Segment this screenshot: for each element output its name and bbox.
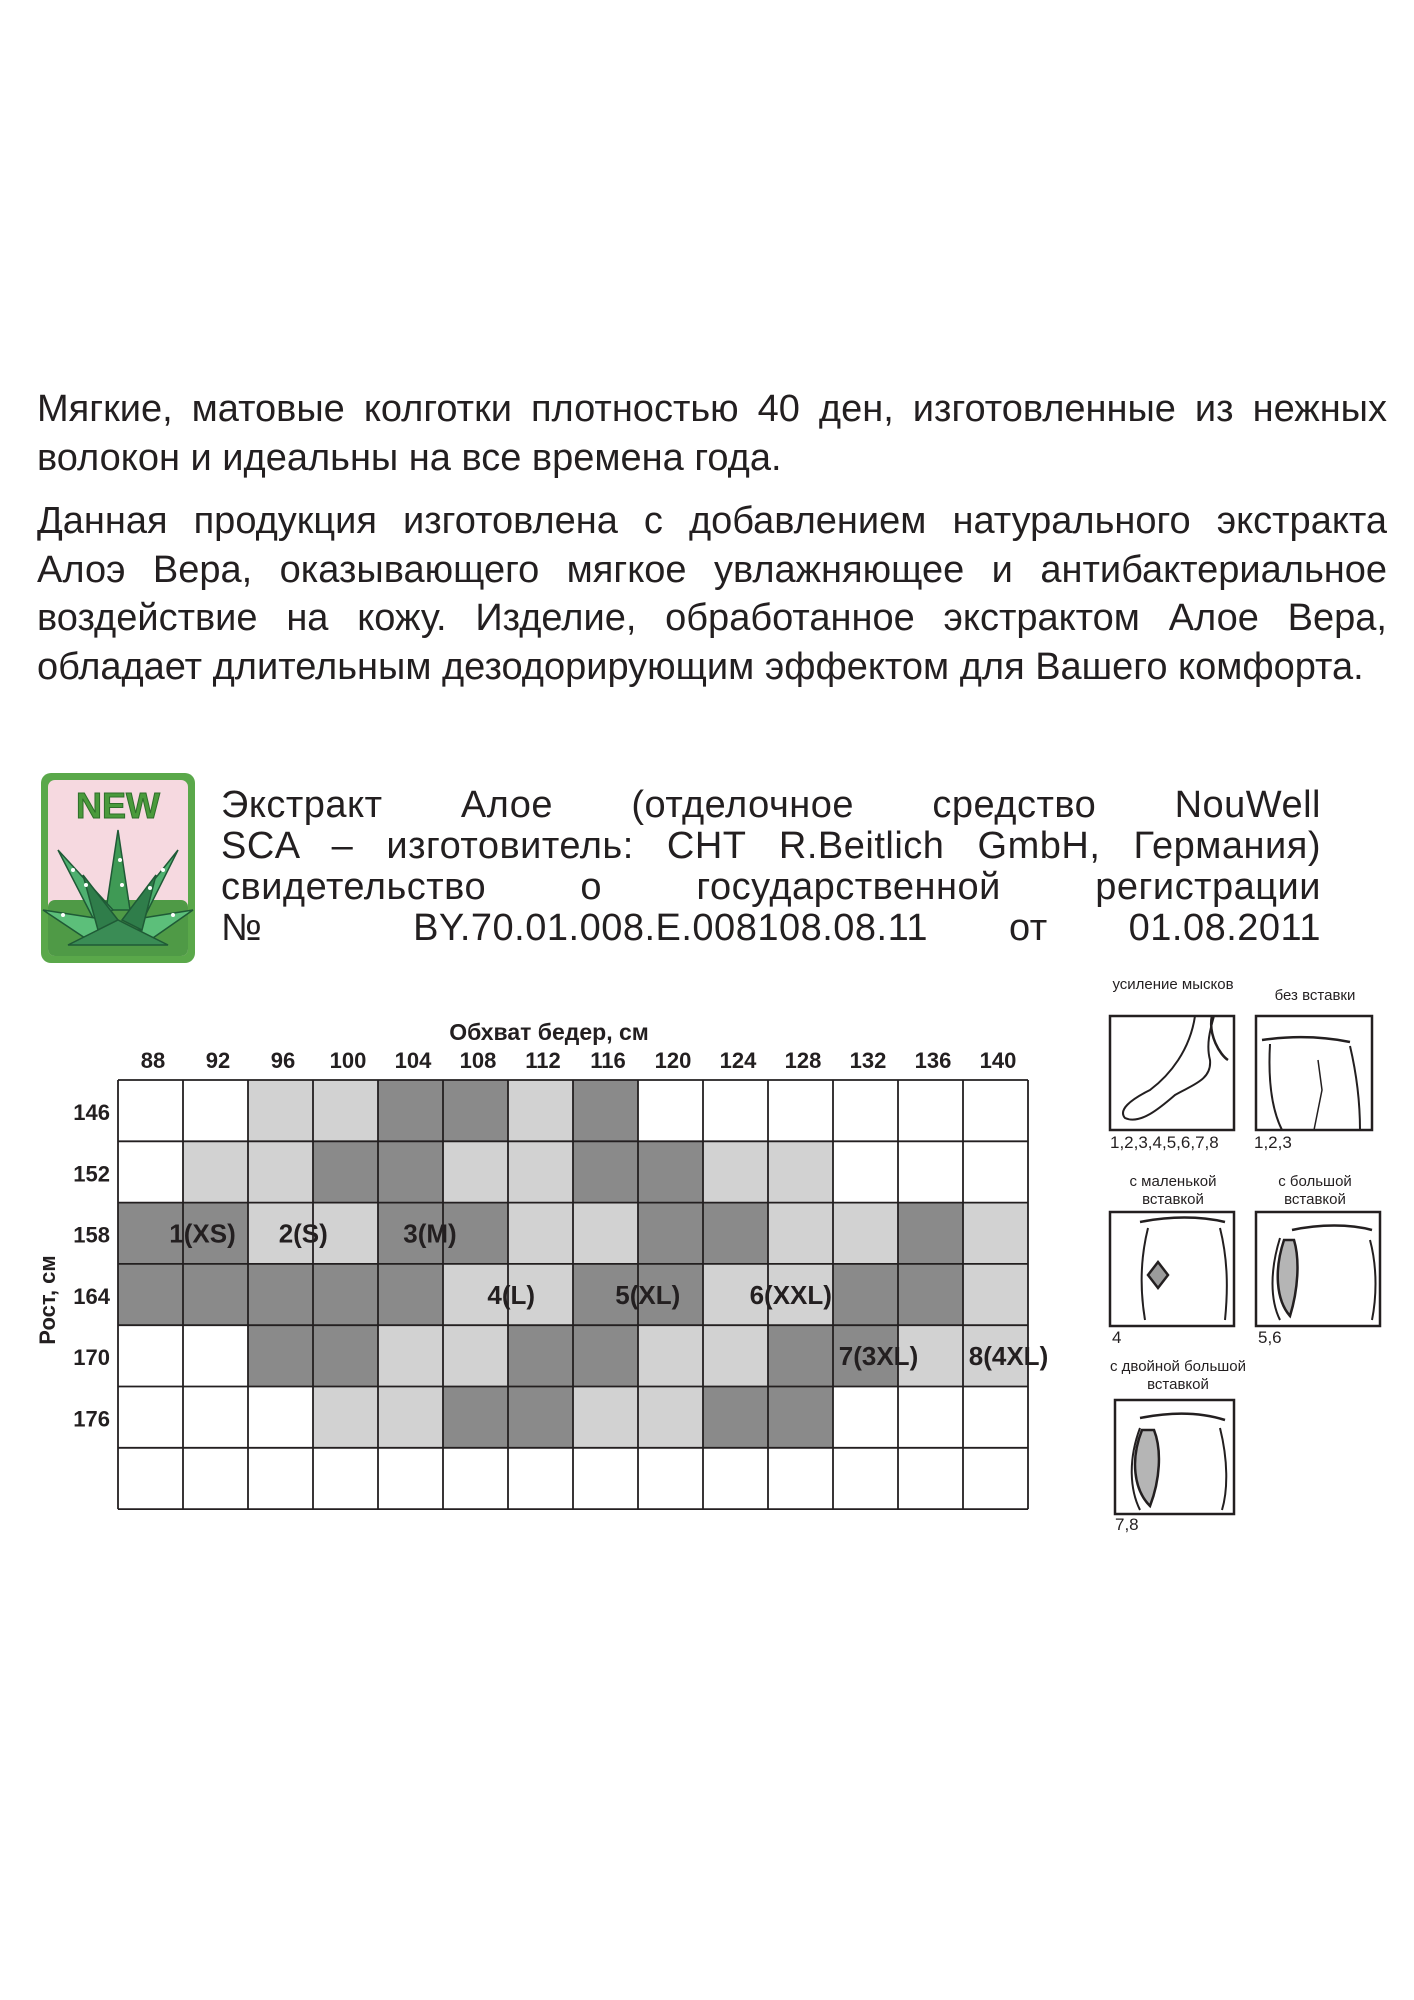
toe-diagram-frame (1110, 1016, 1234, 1130)
big-insert-diagram-frame (1256, 1212, 1380, 1326)
y-tick-label: 176 (73, 1406, 110, 1432)
certificate-line: SCA – изготовитель: CHT R.Beitlich GmbH, Германия) (221, 825, 1321, 867)
chart-ylabel: Рост, см (35, 1255, 60, 1345)
description-paragraph-2: Данная продукция изготовлена с добавлением натурального экстракта Алоэ Вера, оказывающего мягкое увлажняющее и антибактериальное воздействие на кожу. Изделие, обработанное экстрактом Алое Вера, обладает длительным дезодорирующим эффектом для Вашего комфорта. (37, 500, 1387, 688)
diagram-caption-no-insert: без вставки (1274, 987, 1356, 1004)
size-label: 4(L) (487, 1279, 536, 1310)
size-label: 8(4XL) (968, 1341, 1049, 1372)
y-tick-label: 164 (73, 1283, 110, 1309)
x-tick-label: 132 (849, 1048, 887, 1073)
diagram-sizes-double-insert: 7,8 (1115, 1515, 1139, 1534)
diagram-caption-double-insert: с двойной большой вставкой (1109, 1358, 1247, 1393)
size-label: 3(M) (403, 1218, 457, 1249)
description-paragraph-1: Мягкие, матовые колготки плотностью 40 ден, изготовленные из нежных волокон и идеальны на все времена года. (37, 388, 1387, 479)
size-label: 2(S) (278, 1218, 328, 1249)
y-tick-label: 152 (73, 1161, 110, 1187)
x-tick-label: 120 (654, 1048, 692, 1073)
x-tick-label: 124 (719, 1048, 757, 1073)
certificate-line: № BY.70.01.008.E.008108.08.11 от 01.08.2011 (221, 907, 1321, 949)
diagram-caption-small-insert: с маленькой вставкой (1129, 1173, 1217, 1208)
size-label: 5(XL) (615, 1279, 681, 1310)
x-tick-label: 108 (459, 1048, 497, 1073)
x-tick-label: 104 (394, 1048, 432, 1073)
x-tick-label: 140 (979, 1048, 1017, 1073)
x-tick-label: 88 (140, 1048, 166, 1073)
badge-label: NEW (76, 785, 160, 826)
diagram-sizes-big-insert: 5,6 (1258, 1328, 1282, 1347)
x-tick-label: 116 (590, 1048, 626, 1073)
x-tick-label: 112 (525, 1048, 561, 1073)
diagram-caption-big-insert: с большой вставкой (1278, 1173, 1352, 1208)
y-tick-label: 158 (73, 1222, 110, 1248)
small-insert-diagram-frame (1110, 1212, 1234, 1326)
certificate-line: Экстракт Алое (отделочное средство NouWell (221, 784, 1321, 826)
x-tick-label: 128 (784, 1048, 822, 1073)
diagram-sizes-small-insert: 4 (1112, 1328, 1122, 1347)
diagram-sizes-no-insert: 1,2,3 (1254, 1133, 1292, 1152)
size-label: 1(XS) (169, 1218, 236, 1249)
certificate-line: свидетельство о государственной регистрации (221, 866, 1321, 908)
y-tick-label: 170 (73, 1345, 110, 1371)
y-tick-label: 146 (73, 1100, 110, 1125)
diagram-sizes-toe: 1,2,3,4,5,6,7,8 (1110, 1133, 1219, 1152)
size-label: 6(XXL) (749, 1279, 832, 1310)
x-tick-label: 96 (270, 1048, 296, 1073)
chart-xlabel: Обхват бедер, см (449, 1019, 649, 1045)
x-tick-label: 136 (914, 1048, 952, 1073)
x-tick-label: 100 (329, 1048, 367, 1073)
diagram-caption-toe: усиление мысков (1112, 976, 1234, 993)
x-tick-label: 92 (205, 1048, 231, 1073)
size-label: 7(3XL) (838, 1341, 919, 1372)
